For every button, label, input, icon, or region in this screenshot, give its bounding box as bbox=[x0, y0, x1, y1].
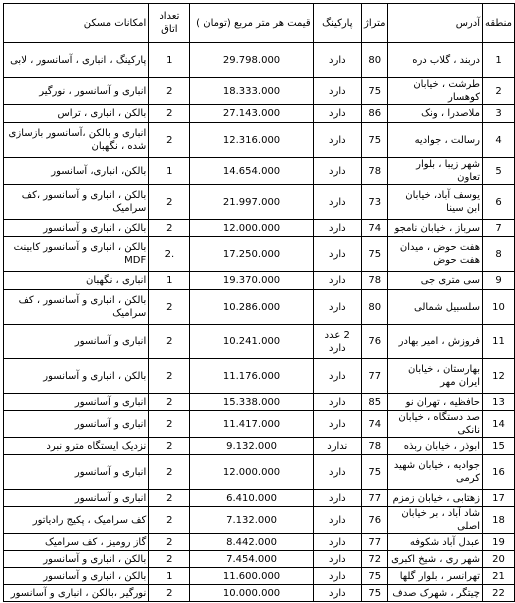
region-cell: 6 bbox=[483, 185, 515, 220]
amenities-cell: بالکن ، انباری و آسانسور bbox=[4, 220, 149, 237]
amenities-cell: انباری و آسانسور ، نورگیر bbox=[4, 78, 149, 105]
rooms-cell: 2 bbox=[149, 455, 190, 490]
rooms-cell: 2 bbox=[149, 220, 190, 237]
price-cell: 11.600.000 bbox=[190, 568, 313, 585]
address-cell: دربند ، گلاب دره bbox=[388, 43, 483, 78]
region-cell: 3 bbox=[483, 105, 515, 123]
amenities-cell: انباری و آسانسور bbox=[4, 411, 149, 438]
region-cell: 7 bbox=[483, 220, 515, 237]
table-row bbox=[4, 359, 515, 394]
address-cell: عبدل آباد شکوفه bbox=[388, 534, 483, 551]
address-cell: چیتگر ، شهرک صدف bbox=[388, 585, 483, 602]
area-cell: 75 bbox=[361, 455, 388, 490]
housing-table bbox=[3, 3, 515, 602]
rooms-cell: 2 bbox=[149, 507, 190, 534]
address-cell: فروزش ، امیر بهادر bbox=[388, 325, 483, 359]
address-cell: هفت حوض ، میدان هفت حوض bbox=[388, 237, 483, 272]
region-cell: 13 bbox=[483, 394, 515, 411]
table-row bbox=[4, 394, 515, 411]
area-cell: 75 bbox=[361, 585, 388, 602]
price-cell: 14.654.000 bbox=[190, 158, 313, 185]
parking-cell: دارد bbox=[313, 123, 361, 158]
region-cell: 15 bbox=[483, 438, 515, 455]
table-row bbox=[4, 185, 515, 220]
rooms-cell: .2 bbox=[149, 237, 190, 272]
table-row bbox=[4, 78, 515, 105]
amenities-cell: بالکن ، انباری و آسانسور ، کف سرامیک bbox=[4, 290, 149, 325]
area-cell: 75 bbox=[361, 568, 388, 585]
parking-cell: دارد bbox=[313, 551, 361, 568]
parking-cell: دارد bbox=[313, 290, 361, 325]
rooms-cell: 2 bbox=[149, 551, 190, 568]
amenities-cell: انباری و آسانسور bbox=[4, 455, 149, 490]
table-row bbox=[4, 568, 515, 585]
area-cell: 74 bbox=[361, 220, 388, 237]
area-cell: 75 bbox=[361, 78, 388, 105]
region-cell: 1 bbox=[483, 43, 515, 78]
parking-cell: دارد bbox=[313, 272, 361, 290]
rooms-cell: 2 bbox=[149, 185, 190, 220]
parking-cell: دارد bbox=[313, 507, 361, 534]
rooms-cell: 1 bbox=[149, 43, 190, 78]
parking-cell: دارد bbox=[313, 490, 361, 507]
table-body bbox=[4, 43, 515, 602]
price-cell: 19.370.000 bbox=[190, 272, 313, 290]
amenities-cell: بالکن ، انباری و آسانسور bbox=[4, 551, 149, 568]
parking-cell: دارد bbox=[313, 158, 361, 185]
parking-cell: دارد bbox=[313, 394, 361, 411]
header-region: منطقه bbox=[483, 4, 515, 43]
address-cell: زهتابی ، خیابان زمزم bbox=[388, 490, 483, 507]
parking-cell: دارد bbox=[313, 43, 361, 78]
address-cell: جوادیه ، خیابان شهید کرمی bbox=[388, 455, 483, 490]
area-cell: 78 bbox=[361, 272, 388, 290]
area-cell: 80 bbox=[361, 290, 388, 325]
area-cell: 80 bbox=[361, 43, 388, 78]
amenities-cell: انباری و بالکن ،آسانسور بازسازی شده ، نگهبان bbox=[4, 123, 149, 158]
area-cell: 73 bbox=[361, 185, 388, 220]
address-cell: تهرانسر ، بلوار گلها bbox=[388, 568, 483, 585]
parking-cell: دارد bbox=[313, 568, 361, 585]
price-cell: 11.417.000 bbox=[190, 411, 313, 438]
rooms-cell: 2 bbox=[149, 105, 190, 123]
price-cell: 18.333.000 bbox=[190, 78, 313, 105]
parking-cell: دارد bbox=[313, 220, 361, 237]
rooms-cell: 2 bbox=[149, 78, 190, 105]
price-cell: 7.132.000 bbox=[190, 507, 313, 534]
area-cell: 77 bbox=[361, 359, 388, 394]
table-row bbox=[4, 123, 515, 158]
rooms-cell: 2 bbox=[149, 394, 190, 411]
table-row bbox=[4, 455, 515, 490]
address-cell: طرشت ، خیابان کوهسار bbox=[388, 78, 483, 105]
region-cell: 14 bbox=[483, 411, 515, 438]
rooms-cell: 2 bbox=[149, 490, 190, 507]
amenities-cell: انباری ، نگهبان bbox=[4, 272, 149, 290]
address-cell: شهر ری ، شیخ اکبری bbox=[388, 551, 483, 568]
rooms-cell: 2 bbox=[149, 123, 190, 158]
area-cell: 76 bbox=[361, 325, 388, 359]
rooms-cell: 2 bbox=[149, 585, 190, 602]
area-cell: 75 bbox=[361, 123, 388, 158]
area-cell: 86 bbox=[361, 105, 388, 123]
address-cell: حافظیه ، تهران نو bbox=[388, 394, 483, 411]
address-cell: یوسف آباد، خیابان ابن سینا bbox=[388, 185, 483, 220]
parking-cell: ندارد bbox=[313, 438, 361, 455]
area-cell: 75 bbox=[361, 237, 388, 272]
price-cell: 27.143.000 bbox=[190, 105, 313, 123]
header-address: آدرس bbox=[388, 4, 483, 43]
price-cell: 12.000.000 bbox=[190, 220, 313, 237]
table-row bbox=[4, 438, 515, 455]
amenities-cell: نورگیر ،بالکن ، انباری و آسانسور bbox=[4, 585, 149, 602]
parking-cell: دارد bbox=[313, 455, 361, 490]
table-row bbox=[4, 490, 515, 507]
table-row bbox=[4, 534, 515, 551]
region-cell: 10 bbox=[483, 290, 515, 325]
table-row bbox=[4, 290, 515, 325]
parking-cell: دارد bbox=[313, 411, 361, 438]
parking-cell: 2 عدد دارد bbox=[313, 325, 361, 359]
header-amenities: امکانات مسکن bbox=[4, 4, 149, 43]
header-area: متراژ bbox=[361, 4, 388, 43]
table-row bbox=[4, 411, 515, 438]
rooms-cell: 1 bbox=[149, 272, 190, 290]
table-row bbox=[4, 325, 515, 359]
address-cell: سی متری جی bbox=[388, 272, 483, 290]
amenities-cell: گاز رومیز ، کف سرامیک bbox=[4, 534, 149, 551]
rooms-cell: 1 bbox=[149, 158, 190, 185]
region-cell: 20 bbox=[483, 551, 515, 568]
price-cell: 15.338.000 bbox=[190, 394, 313, 411]
header-rooms: تعداد اتاق bbox=[149, 4, 190, 43]
address-cell: رسالت ، جوادیه bbox=[388, 123, 483, 158]
table-row bbox=[4, 105, 515, 123]
price-cell: 10.286.000 bbox=[190, 290, 313, 325]
price-cell: 8.442.000 bbox=[190, 534, 313, 551]
amenities-cell: بالکن ، انباری و آسانسور ،کف سرامیک bbox=[4, 185, 149, 220]
parking-cell: دارد bbox=[313, 237, 361, 272]
amenities-cell: پارکینگ ، انباری ، آسانسور ، لابی bbox=[4, 43, 149, 78]
price-cell: 17.250.000 bbox=[190, 237, 313, 272]
region-cell: 2 bbox=[483, 78, 515, 105]
price-cell: 7.454.000 bbox=[190, 551, 313, 568]
area-cell: 77 bbox=[361, 534, 388, 551]
parking-cell: دارد bbox=[313, 359, 361, 394]
rooms-cell: 2 bbox=[149, 359, 190, 394]
table-row bbox=[4, 585, 515, 602]
region-cell: 17 bbox=[483, 490, 515, 507]
price-cell: 10.241.000 bbox=[190, 325, 313, 359]
area-cell: 72 bbox=[361, 551, 388, 568]
region-cell: 12 bbox=[483, 359, 515, 394]
amenities-cell: بالکن ، انباری ، تراس bbox=[4, 105, 149, 123]
parking-cell: دارد bbox=[313, 105, 361, 123]
rooms-cell: 2 bbox=[149, 534, 190, 551]
rooms-cell: 2 bbox=[149, 438, 190, 455]
table-row bbox=[4, 507, 515, 534]
price-cell: 6.410.000 bbox=[190, 490, 313, 507]
amenities-cell: بالکن ، انباری و آسانسور bbox=[4, 568, 149, 585]
price-cell: 29.798.000 bbox=[190, 43, 313, 78]
area-cell: 76 bbox=[361, 507, 388, 534]
region-cell: 21 bbox=[483, 568, 515, 585]
region-cell: 5 bbox=[483, 158, 515, 185]
area-cell: 78 bbox=[361, 158, 388, 185]
table-row bbox=[4, 43, 515, 78]
area-cell: 85 bbox=[361, 394, 388, 411]
address-cell: شهر زیبا ، بلوار تعاون bbox=[388, 158, 483, 185]
amenities-cell: انباری و آسانسور bbox=[4, 490, 149, 507]
price-cell: 12.000.000 bbox=[190, 455, 313, 490]
parking-cell: دارد bbox=[313, 534, 361, 551]
price-cell: 10.000.000 bbox=[190, 585, 313, 602]
price-cell: 12.316.000 bbox=[190, 123, 313, 158]
area-cell: 77 bbox=[361, 490, 388, 507]
header-price: قیمت هر متر مربع (تومان ) bbox=[190, 4, 313, 43]
region-cell: 16 bbox=[483, 455, 515, 490]
table-row bbox=[4, 551, 515, 568]
parking-cell: دارد bbox=[313, 78, 361, 105]
table-row bbox=[4, 158, 515, 185]
region-cell: 18 bbox=[483, 507, 515, 534]
header-parking: پارکینگ bbox=[313, 4, 361, 43]
address-cell: صد دستگاه ، خیابان نانکی bbox=[388, 411, 483, 438]
amenities-cell: بالکن ، انباری و آسانسور کابینت MDF bbox=[4, 237, 149, 272]
amenities-cell: بالکن ، انباری و آسانسور bbox=[4, 359, 149, 394]
address-cell: سرباز ، خیابان نامجو bbox=[388, 220, 483, 237]
parking-cell: دارد bbox=[313, 585, 361, 602]
address-cell: بهارستان ، خیابان ایران مهر bbox=[388, 359, 483, 394]
area-cell: 78 bbox=[361, 438, 388, 455]
region-cell: 8 bbox=[483, 237, 515, 272]
address-cell: شاد آباد ، بر خیابان اصلی bbox=[388, 507, 483, 534]
table-row bbox=[4, 272, 515, 290]
region-cell: 9 bbox=[483, 272, 515, 290]
region-cell: 19 bbox=[483, 534, 515, 551]
address-cell: ابوذر ، خیابان ربذه bbox=[388, 438, 483, 455]
rooms-cell: 2 bbox=[149, 411, 190, 438]
amenities-cell: بالکن، انباری، آسانسور bbox=[4, 158, 149, 185]
address-cell: ملاصدرا ، ونک bbox=[388, 105, 483, 123]
rooms-cell: 1 bbox=[149, 568, 190, 585]
table-row bbox=[4, 220, 515, 237]
region-cell: 11 bbox=[483, 325, 515, 359]
price-cell: 11.176.000 bbox=[190, 359, 313, 394]
price-cell: 9.132.000 bbox=[190, 438, 313, 455]
region-cell: 4 bbox=[483, 123, 515, 158]
amenities-cell: کف سرامیک ، پکیج رادیاتور bbox=[4, 507, 149, 534]
amenities-cell: نزدیک ایستگاه مترو نبرد bbox=[4, 438, 149, 455]
amenities-cell: انباری و آسانسور bbox=[4, 394, 149, 411]
area-cell: 74 bbox=[361, 411, 388, 438]
rooms-cell: 2 bbox=[149, 325, 190, 359]
table-row bbox=[4, 237, 515, 272]
amenities-cell: انباری و آسانسور bbox=[4, 325, 149, 359]
header-row bbox=[4, 4, 515, 43]
rooms-cell: 2 bbox=[149, 290, 190, 325]
address-cell: سلسبیل شمالی bbox=[388, 290, 483, 325]
price-cell: 21.997.000 bbox=[190, 185, 313, 220]
parking-cell: دارد bbox=[313, 185, 361, 220]
region-cell: 22 bbox=[483, 585, 515, 602]
